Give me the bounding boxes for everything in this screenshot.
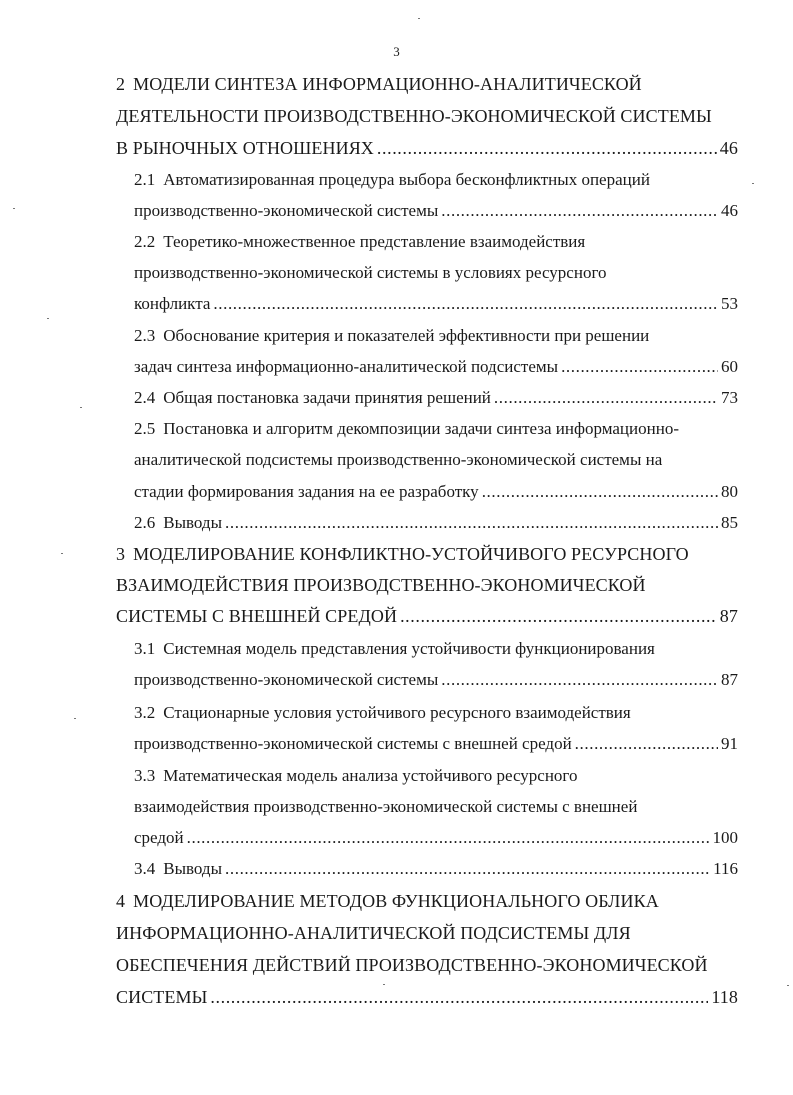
scan-speck — [13, 208, 15, 209]
section-number: 2.6 — [134, 513, 156, 532]
toc-chapter-2-line-2 — [116, 105, 712, 127]
chapter-number: 4 — [116, 891, 126, 911]
section-title: Автоматизированная процедура выбора бесконфликтных операций — [163, 170, 650, 189]
toc-section-2-2-line-3 — [134, 293, 738, 315]
section-title: производственно-экономической системы с внешней средой — [134, 734, 572, 753]
page-ref: 116 — [713, 859, 738, 878]
scan-speck — [80, 407, 82, 408]
section-number: 2.5 — [134, 419, 156, 438]
section-number: 2.3 — [134, 326, 156, 345]
dot-leader — [187, 827, 710, 849]
dot-leader — [494, 387, 718, 409]
chapter-title: МОДЕЛИРОВАНИЕ МЕТОДОВ ФУНКЦИОНАЛЬНОГО ОБЛИКА — [133, 891, 659, 911]
scan-speck — [47, 318, 49, 319]
dot-leader — [400, 605, 717, 627]
toc-section-2-2-line-2 — [134, 262, 607, 284]
section-title: производственно-экономической системы — [134, 201, 439, 220]
toc-chapter-3-line-3 — [116, 605, 738, 627]
toc-section-3-1-line-2 — [134, 669, 738, 691]
chapter-title: ВЗАИМОДЕЙСТВИЯ ПРОИЗВОДСТВЕННО-ЭКОНОМИЧЕСКОЙ — [116, 575, 646, 595]
section-title: Общая постановка задачи принятия решений — [163, 388, 491, 407]
dot-leader — [213, 293, 718, 315]
section-number: 2.2 — [134, 232, 156, 251]
scan-speck — [418, 18, 420, 19]
dot-leader — [441, 669, 718, 691]
scan-speck — [752, 183, 754, 184]
toc-section-2-5-line-1 — [134, 418, 679, 440]
section-title: средой — [134, 828, 184, 847]
section-title: Математическая модель анализа устойчивого ресурсного — [163, 766, 578, 785]
toc-chapter-4-line-4 — [116, 986, 738, 1008]
toc-section-2-6 — [134, 512, 738, 534]
toc-section-3-2-line-1 — [134, 702, 631, 724]
page-ref: 80 — [721, 482, 738, 501]
toc-chapter-3-line-2 — [116, 574, 646, 596]
toc-section-2-3-line-1 — [134, 325, 649, 347]
section-number: 3.3 — [134, 766, 156, 785]
toc-chapter-4-line-2 — [116, 922, 631, 944]
section-number: 2.1 — [134, 170, 156, 189]
section-title: Выводы — [163, 859, 223, 878]
toc-section-3-3-line-3 — [134, 827, 738, 849]
chapter-title: МОДЕЛИ СИНТЕЗА ИНФОРМАЦИОННО-АНАЛИТИЧЕСКОЙ — [133, 74, 642, 94]
page-ref: 46 — [719, 138, 738, 158]
chapter-title: ДЕЯТЕЛЬНОСТИ ПРОИЗВОДСТВЕННО-ЭКОНОМИЧЕСКОЙ СИСТЕМЫ — [116, 106, 712, 126]
section-title: стадии формирования задания на ее разработку — [134, 482, 479, 501]
dot-leader — [441, 200, 718, 222]
scan-speck — [787, 985, 789, 986]
toc-section-2-2-line-1 — [134, 231, 585, 253]
page-ref: 91 — [721, 734, 738, 753]
section-title: производственно-экономической системы — [134, 670, 439, 689]
section-title: Обоснование критерия и показателей эффективности при решении — [163, 326, 650, 345]
toc-section-2-1-line-2 — [134, 200, 738, 222]
page-ref: 100 — [712, 828, 738, 847]
scan-speck — [61, 553, 63, 554]
section-title: Теоретико-множественное представление взаимодействия — [163, 232, 586, 251]
dot-leader — [377, 137, 717, 159]
page-ref: 85 — [721, 513, 738, 532]
toc-section-2-3-line-2 — [134, 356, 738, 378]
dot-leader — [210, 986, 708, 1008]
chapter-title: СИСТЕМЫ С ВНЕШНЕЙ СРЕДОЙ — [116, 606, 398, 626]
page-ref: 118 — [711, 987, 738, 1007]
page-ref: 73 — [721, 388, 738, 407]
dot-leader — [225, 858, 710, 880]
page-ref: 60 — [721, 357, 738, 376]
toc-chapter-2-line-3 — [116, 137, 738, 159]
scan-speck — [383, 984, 385, 985]
chapter-title: ОБЕСПЕЧЕНИЯ ДЕЙСТВИЙ ПРОИЗВОДСТВЕННО-ЭКОНОМИЧЕСКОЙ — [116, 955, 708, 975]
dot-leader — [482, 481, 718, 503]
scan-speck — [74, 718, 76, 719]
section-title: Стационарные условия устойчивого ресурсного взаимодействия — [163, 703, 631, 722]
section-title: производственно-экономической системы в условиях ресурсного — [134, 263, 607, 282]
toc-chapter-3-line-1 — [116, 543, 689, 565]
chapter-title: МОДЕЛИРОВАНИЕ КОНФЛИКТНО-УСТОЙЧИВОГО РЕСУРСНОГО — [133, 544, 689, 564]
section-title: Системная модель представления устойчивости функционирования — [163, 639, 655, 658]
toc-section-3-3-line-2 — [134, 796, 637, 818]
toc-chapter-2-line-1 — [116, 73, 642, 95]
section-title: аналитической подсистемы производственно-экономической системы на — [134, 450, 663, 469]
dot-leader — [561, 356, 718, 378]
section-title: Выводы — [163, 513, 223, 532]
chapter-title: ИНФОРМАЦИОННО-АНАЛИТИЧЕСКОЙ ПОДСИСТЕМЫ ДЛЯ — [116, 923, 631, 943]
toc-section-2-5-line-3 — [134, 481, 738, 503]
chapter-title: СИСТЕМЫ — [116, 987, 208, 1007]
chapter-number: 3 — [116, 544, 126, 564]
section-title: Постановка и алгоритм декомпозиции задачи синтеза информационно- — [163, 419, 679, 438]
section-number: 3.4 — [134, 859, 156, 878]
chapter-number: 2 — [116, 74, 126, 94]
page-ref: 46 — [721, 201, 738, 220]
toc-section-2-5-line-2 — [134, 449, 662, 471]
page-ref: 87 — [719, 606, 738, 626]
section-title: взаимодействия производственно-экономической системы с внешней — [134, 797, 638, 816]
toc-section-3-2-line-2 — [134, 733, 738, 755]
section-title: задач синтеза информационно-аналитической подсистемы — [134, 357, 559, 376]
page-number: 3 — [393, 44, 400, 59]
toc-section-3-3-line-1 — [134, 765, 577, 787]
toc-chapter-4-line-1 — [116, 890, 659, 912]
toc-chapter-4-line-3 — [116, 954, 708, 976]
toc-section-3-1-line-1 — [134, 638, 655, 660]
section-number: 3.1 — [134, 639, 156, 658]
chapter-title: В РЫНОЧНЫХ ОТНОШЕНИЯХ — [116, 138, 374, 158]
page-ref: 53 — [721, 294, 738, 313]
section-number: 2.4 — [134, 388, 156, 407]
toc-section-2-1-line-1 — [134, 169, 650, 191]
section-number: 3.2 — [134, 703, 156, 722]
section-title: конфликта — [134, 294, 211, 313]
toc-section-2-4 — [134, 387, 738, 409]
page-ref: 87 — [721, 670, 738, 689]
toc-section-3-4 — [134, 858, 738, 880]
dot-leader — [575, 733, 718, 755]
dot-leader — [225, 512, 718, 534]
